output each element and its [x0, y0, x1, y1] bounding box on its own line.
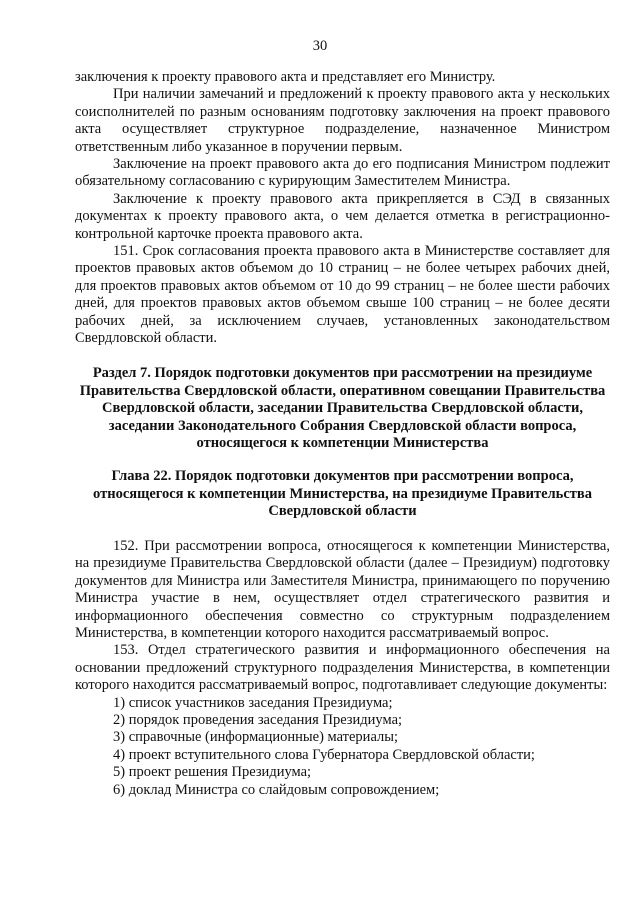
- list-item: 1) список участников заседания Президиума;: [113, 694, 393, 711]
- list-item: 4) проект вступительного слова Губернатора Свердловской области;: [113, 746, 535, 763]
- paragraph: 151. Срок согласования проекта правового акта в Министерстве составляет для проектов правовых актов объемом до 10 страниц – не более четырех рабочих дней, для проектов правовых актов объемом от 10 до 99 страниц – не более шести рабочих дней, для проектов правовых актов объемом свыше 100 страниц – не более десяти рабочих дней, за исключением случаев, установленных законодательством Свердловской области.: [75, 243, 610, 347]
- list-item: 6) доклад Министра со слайдовым сопровождением;: [113, 781, 440, 798]
- text-block-top: [75, 69, 610, 348]
- page-number: 30: [312, 38, 328, 54]
- paragraph: 153. Отдел стратегического развития и информационного обеспечения на основании предложений структурного подразделения Министерства, в компетенции которого находится рассматриваемый вопрос, подготавливает следующие документы:: [75, 642, 610, 694]
- list-item: 2) порядок проведения заседания Президиума;: [113, 712, 403, 729]
- list-item: 3) справочные (информационные) материалы;: [113, 729, 399, 746]
- chapter-heading: Глава 22. Порядок подготовки документов при рассмотрении вопроса, относящегося к компетенции Министерства, на президиуме Правительства Свердловской области: [93, 468, 592, 520]
- section-heading: Раздел 7. Порядок подготовки документов при рассмотрении на президиуме Правительства Свердловской области, оперативном совещании Правительства Свердловской области, заседании Правительства Свердловской области, заседании Законодательного Собрания Свердловской области вопроса, относящегося к компетенции Министерства: [79, 365, 606, 452]
- paragraph: Заключение к проекту правового акта прикрепляется в СЭД в связанных документах к проекту правового акта, о чем делается отметка в регистрационно-контрольной карточке проекта правового акта.: [75, 190, 610, 242]
- text-block-bottom: [75, 538, 610, 799]
- paragraph: 152. При рассмотрении вопроса, относящегося к компетенции Министерства, на президиуме Правительства Свердловской области (далее – Президиум) подготовку документов для Министра или Заместителя Министра, принимающего по поручению Министра участие в нем, осуществляет отдел стратегического развития и информационного обеспечения совместно со структурным подразделением Министерства, в компетенции которого находится рассматриваемый вопрос.: [75, 538, 610, 642]
- paragraph: заключения к проекту правового акта и представляет его Министру.: [75, 69, 496, 85]
- list-item: 5) проект решения Президиума;: [113, 764, 312, 781]
- paragraph: При наличии замечаний и предложений к проекту правового акта у нескольких соисполнителей по разным основаниям подготовку заключения на проект правового акта осуществляет структурное подразделение, назначенное Министром ответственным либо указанное в поручении первым.: [75, 86, 610, 155]
- paragraph: Заключение на проект правового акта до его подписания Министром подлежит обязательному согласованию с курирующим Заместителем Министра.: [75, 156, 610, 190]
